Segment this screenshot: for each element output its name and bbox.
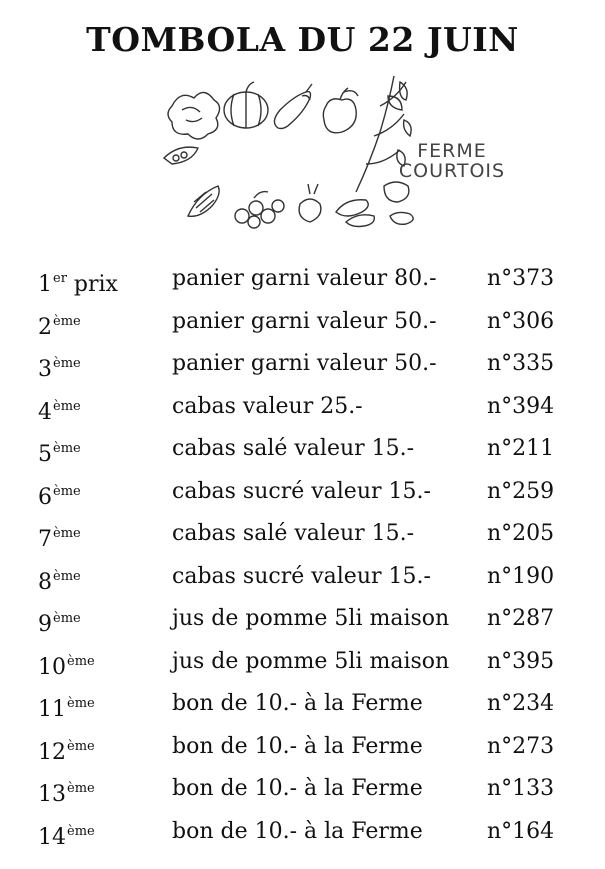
rank-number: 7 (38, 527, 52, 552)
rank-suffix: ème (67, 823, 95, 839)
rank-suffix: ème (53, 611, 81, 626)
rank-number: 1 (38, 272, 52, 297)
rank-number: 8 (38, 569, 52, 595)
prize-row (0, 811, 605, 853)
prize-rank (38, 691, 95, 723)
rank-number: 14 (38, 824, 66, 850)
rank-suffix: ème (53, 398, 81, 414)
ticket-number: n°133 (487, 776, 555, 801)
ticket-number: n°394 (487, 393, 555, 419)
prize-rank (38, 606, 81, 638)
ticket-number: n°287 (487, 606, 555, 631)
prize-row (0, 428, 605, 470)
prize-description: cabas valeur 25.- (172, 393, 363, 419)
prize-row (0, 258, 605, 300)
prize-rank (38, 351, 81, 383)
rank-extra: prix (66, 272, 118, 297)
rank-suffix: ème (67, 738, 95, 754)
prize-row (0, 641, 605, 683)
farm-logo (160, 66, 506, 236)
rank-number: 9 (38, 612, 52, 637)
prize-row (0, 683, 605, 725)
prize-rank (38, 819, 95, 851)
rank-number: 13 (38, 782, 66, 807)
prize-row (0, 556, 605, 598)
rank-suffix: ème (53, 568, 81, 584)
prize-row (0, 768, 605, 810)
prize-rank (38, 734, 95, 766)
prize-description: jus de pomme 5li maison (172, 606, 450, 631)
rank-suffix: ème (67, 696, 95, 711)
ticket-number: n°306 (487, 308, 555, 334)
prize-rank (38, 266, 118, 298)
rank-suffix: ème (53, 526, 81, 541)
ticket-number: n°234 (487, 691, 555, 716)
logo-text-line1: FERME (417, 140, 487, 162)
ticket-number: n°205 (487, 521, 555, 546)
prize-row (0, 513, 605, 555)
ticket-number: n°373 (487, 266, 555, 291)
ticket-number: n°190 (487, 563, 555, 589)
ticket-number: n°211 (487, 436, 555, 461)
prize-rank (38, 479, 81, 511)
prize-row (0, 471, 605, 513)
prize-row (0, 598, 605, 640)
prize-description: bon de 10.- à la Ferme (172, 818, 423, 844)
prize-description: jus de pomme 5li maison (172, 648, 450, 674)
rank-number: 12 (38, 739, 66, 765)
prize-description: cabas sucré valeur 15.- (172, 563, 431, 589)
ticket-number: n°259 (487, 478, 555, 504)
rank-number: 11 (38, 697, 66, 722)
prize-description: cabas salé valeur 15.- (172, 521, 415, 546)
ticket-number: n°395 (487, 648, 555, 674)
ticket-number: n°164 (487, 818, 555, 844)
logo-text-line2: COURTOIS (398, 160, 506, 182)
prize-description: bon de 10.- à la Ferme (172, 733, 423, 759)
prize-description: panier garni valeur 50.- (172, 308, 437, 334)
ticket-number: n°273 (487, 733, 555, 759)
prize-rank (38, 436, 81, 468)
prize-row (0, 301, 605, 343)
rank-number: 4 (38, 399, 52, 425)
prize-row (0, 726, 605, 768)
rank-number: 5 (38, 442, 52, 467)
rank-suffix: ème (53, 356, 81, 371)
rank-suffix: ème (53, 441, 81, 456)
prize-description: panier garni valeur 50.- (172, 351, 437, 376)
prize-rank (38, 394, 81, 426)
rank-suffix: er (53, 271, 67, 286)
rank-number: 3 (38, 357, 52, 382)
page-title: TOMBOLA DU 22 JUIN (86, 20, 519, 59)
ticket-number: n°335 (487, 351, 555, 376)
prize-row (0, 386, 605, 428)
prize-description: panier garni valeur 80.- (172, 266, 437, 291)
rank-suffix: ème (67, 781, 95, 796)
rank-number: 2 (38, 314, 52, 340)
prize-description: bon de 10.- à la Ferme (172, 691, 423, 716)
prize-description: cabas sucré valeur 15.- (172, 478, 431, 504)
prize-rank (38, 776, 95, 808)
rank-suffix: ème (53, 483, 81, 499)
rank-suffix: ème (53, 313, 81, 329)
prize-rank (38, 521, 81, 553)
prize-rank (38, 564, 81, 596)
rank-number: 10 (38, 654, 66, 680)
prize-description: bon de 10.- à la Ferme (172, 776, 423, 801)
prize-rank (38, 309, 81, 341)
prize-row (0, 343, 605, 385)
rank-number: 6 (38, 484, 52, 510)
rank-suffix: ème (67, 653, 95, 669)
prize-description: cabas salé valeur 15.- (172, 436, 415, 461)
prize-rank (38, 649, 95, 681)
